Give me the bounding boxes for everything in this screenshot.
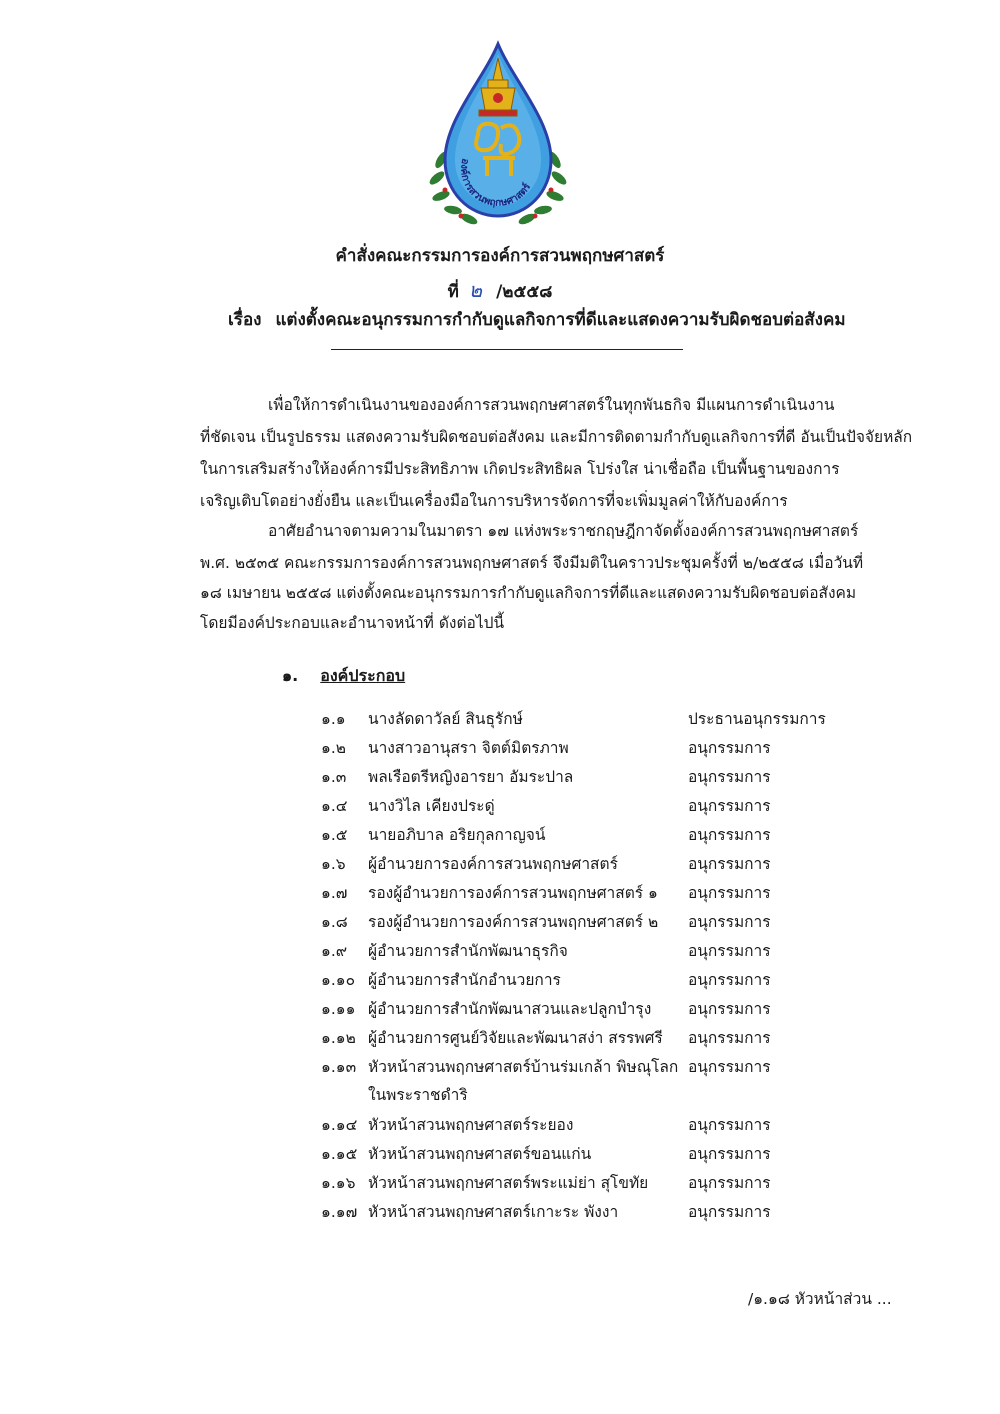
subject-text: แต่งตั้งคณะอนุกรรมการกำกับดูแลกิจการที่ดีและแสดงความรับผิดชอบต่อสังคม (275, 310, 846, 330)
paragraph-line: โดยมีองค์ประกอบและอำนาจหน้าที่ ดังต่อไปนี้ (200, 614, 505, 632)
paragraph-line: ในการเสริมสร้างให้องค์การมีประสิทธิภาพ เกิดประสิทธิผล โปร่งใส น่าเชื่อถือ เป็นพื้นฐานของการ (200, 460, 840, 478)
member-name: หัวหน้าสวนพฤกษศาสตร์บ้านร่มเกล้า พิษณุโลก (368, 1058, 679, 1076)
member-name: ผู้อำนวยการองค์การสวนพฤกษศาสตร์ (368, 855, 618, 873)
logo-arc-text: องค์การสวนพฤกษศาสตร์ (458, 157, 534, 209)
member-role: อนุกรรมการ (688, 971, 771, 989)
member-number: ๑.๑๕ (321, 1145, 358, 1163)
member-role: อนุกรรมการ (688, 1145, 771, 1163)
member-name: นางลัดดาวัลย์ สินธุรักษ์ (368, 710, 523, 728)
subject-line (228, 306, 846, 333)
member-role: อนุกรรมการ (688, 942, 771, 960)
section-heading-composition (282, 664, 405, 689)
member-role: อนุกรรมการ (688, 1174, 771, 1192)
member-number: ๑.๔ (321, 797, 348, 815)
member-role: อนุกรรมการ (688, 1203, 771, 1221)
member-role: อนุกรรมการ (688, 855, 771, 873)
title-divider (331, 349, 683, 350)
member-role: อนุกรรมการ (688, 797, 771, 815)
member-role: อนุกรรมการ (688, 1000, 771, 1018)
order-number-handwritten: ๒ (468, 278, 483, 302)
page-title: คำสั่งคณะกรรมการองค์การสวนพฤกษศาสตร์ (335, 246, 665, 266)
logo-emblem-icon (423, 40, 573, 230)
organization-logo (423, 40, 573, 230)
member-number: ๑.๑๖ (321, 1174, 356, 1192)
member-name: รองผู้อำนวยการองค์การสวนพฤกษศาสตร์ ๒ (368, 913, 659, 931)
member-number: ๑.๘ (321, 913, 348, 931)
member-number: ๑.๓ (321, 768, 347, 786)
member-name: พลเรือตรีหญิงอารยา อัมระปาล (368, 768, 574, 786)
member-number: ๑.๑๔ (321, 1116, 358, 1134)
member-name: รองผู้อำนวยการองค์การสวนพฤกษศาสตร์ ๑ (368, 884, 658, 902)
paragraph-line: ที่ชัดเจน เป็นรูปธรรม แสดงความรับผิดชอบต่อสังคม และมีการติดตามกำกับดูแลกิจการที่ดี อันเป็นปัจจัยหลัก (200, 428, 913, 446)
page-continuation-note: /๑.๑๘ หัวหน้าส่วน ... (748, 1290, 892, 1308)
member-number: ๑.๕ (321, 826, 348, 844)
member-number: ๑.๑๓ (321, 1058, 357, 1076)
member-role: อนุกรรมการ (688, 1116, 771, 1134)
subject-label: เรื่อง (228, 310, 262, 330)
member-name-continued: ในพระราชดำริ (368, 1086, 468, 1104)
paragraph-line: พ.ศ. ๒๕๓๕ คณะกรรมการองค์การสวนพฤกษศาสตร์ จึงมีมติในคราวประชุมครั้งที่ ๒/๒๕๕๘ เมื่อวันที่ (200, 554, 864, 572)
section-title: องค์ประกอบ (320, 666, 406, 685)
member-name: นางวิไล เคียงประดู่ (368, 797, 495, 815)
member-number: ๑.๑๗ (321, 1203, 358, 1221)
member-number: ๑.๙ (321, 942, 348, 960)
member-name: ผู้อำนวยการสำนักพัฒนาธุรกิจ (368, 942, 568, 960)
member-name: ผู้อำนวยการสำนักพัฒนาสวนและปลูกบำรุง (368, 1000, 652, 1018)
member-number: ๑.๑๒ (321, 1029, 356, 1047)
member-name: หัวหน้าสวนพฤกษศาสตร์ระยอง (368, 1116, 574, 1134)
member-role: อนุกรรมการ (688, 1029, 771, 1047)
section-number: ๑. (282, 666, 299, 685)
order-year: /๒๕๕๘ (496, 282, 553, 302)
member-number: ๑.๑๐ (321, 971, 356, 989)
member-name: ผู้อำนวยการสำนักอำนวยการ (368, 971, 561, 989)
member-role: อนุกรรมการ (688, 1058, 771, 1076)
paragraph-line: อาศัยอำนาจตามความในมาตรา ๑๗ แห่งพระราชกฤษฎีกาจัดตั้งองค์การสวนพฤกษศาสตร์ (268, 522, 859, 540)
member-name: หัวหน้าสวนพฤกษศาสตร์พระแม่ย่า สุโขทัย (368, 1174, 649, 1192)
member-role: อนุกรรมการ (688, 913, 771, 931)
paragraph-line: เพื่อให้การดำเนินงานขององค์การสวนพฤกษศาสตร์ในทุกพันธกิจ มีแผนการดำเนินงาน (268, 396, 835, 414)
order-number-line (0, 274, 1000, 306)
member-role: อนุกรรมการ (688, 768, 771, 786)
member-number: ๑.๑๑ (321, 1000, 356, 1018)
member-role: อนุกรรมการ (688, 739, 771, 757)
order-prefix: ที่ (447, 282, 459, 302)
member-name: นางสาวอานุสรา จิตต์มิตรภาพ (368, 739, 569, 757)
member-number: ๑.๗ (321, 884, 348, 902)
member-number: ๑.๒ (321, 739, 346, 757)
member-role: อนุกรรมการ (688, 884, 771, 902)
member-role: อนุกรรมการ (688, 826, 771, 844)
member-number: ๑.๑ (321, 710, 346, 728)
member-name: หัวหน้าสวนพฤกษศาสตร์เกาะระ พังงา (368, 1203, 619, 1221)
member-name: หัวหน้าสวนพฤกษศาสตร์ขอนแก่น (368, 1145, 592, 1163)
member-name: ผู้อำนวยการศูนย์วิจัยและพัฒนาสง่า สรรพศรี (368, 1029, 663, 1047)
paragraph-line: เจริญเติบโตอย่างยั่งยืน และเป็นเครื่องมือในการบริหารจัดการที่จะเพิ่มมูลค่าให้กับองค์การ (200, 492, 788, 510)
member-name: นายอภิบาล อริยกุลกาญจน์ (368, 826, 546, 844)
member-role: ประธานอนุกรรมการ (688, 710, 826, 728)
member-number: ๑.๖ (321, 855, 346, 873)
paragraph-line: ๑๘ เมษายน ๒๕๕๘ แต่งตั้งคณะอนุกรรมการกำกับดูแลกิจการที่ดีและแสดงความรับผิดชอบต่อสังคม (200, 584, 857, 602)
